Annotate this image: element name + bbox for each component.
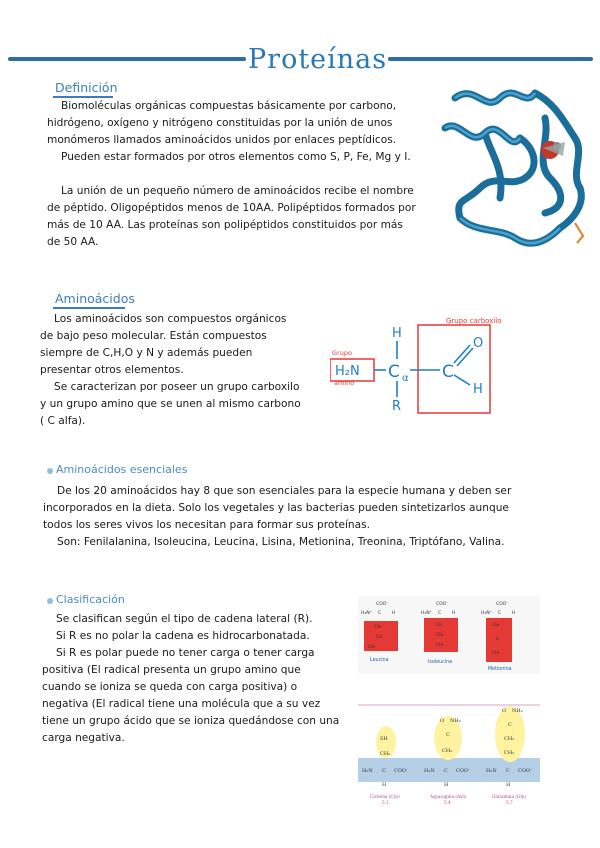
definicion-p2: Pueden estar formados por otros elementos como S, P, Fe, Mg y I. [61, 151, 411, 163]
polar-h2n-1: H₂N [362, 768, 373, 774]
nonpolar-label-3: Metionina [488, 667, 512, 672]
nonpolar-c-1: C [378, 611, 382, 616]
polar-coo-2: COO⁻ [456, 768, 471, 774]
nonpolar-ch-1: CH [376, 634, 382, 639]
polar-h2n-2: H₂N [424, 768, 435, 774]
carbon-carboxyl: C [442, 362, 454, 382]
polar-value-2: 5.4 [444, 800, 451, 805]
label-grupo-carboxilo: Grupo carboxilo [446, 317, 502, 325]
page-title: Proteínas [248, 44, 388, 75]
clasificacion-p3: Si R es polar puede no tener carga o tener carga positiva (El radical presenta un grupo amino que cuando se ioniza se queda con carga positiva) o negativa (El radical tiene una molécula que a su vez tiene un grupo ácido que se ioniza quedándose con una carga negativa. [42, 647, 340, 744]
polar-c-side-2: C [446, 732, 450, 738]
esenciales-text [43, 483, 523, 551]
nonpolar-amino-acids-figure [358, 596, 540, 674]
nonpolar-ch2-2: CH₂ [436, 632, 444, 637]
heading-underline [53, 307, 125, 309]
clasificacion-text [42, 611, 342, 747]
nonpolar-ch3-1: CH₃ [368, 644, 376, 649]
polar-c-2: C [444, 768, 448, 774]
polar-o-3: O [502, 708, 507, 714]
polar-coo-3: COO⁻ [518, 768, 533, 774]
polar-sh: SH [380, 736, 388, 742]
definicion-p3: La unión de un pequeño número de aminoácidos recibe el nombre de péptido. Oligopéptidos menos de 10AA. Polipéptidos formados por más de 10 AA. Las proteínas son polipéptidos constituidos por más de 50 AA. [47, 185, 416, 248]
polar-h-3: H [506, 782, 511, 788]
polar-h-1: H [382, 782, 387, 788]
polar-ch2-2: CH₂ [442, 748, 453, 754]
heading-definicion: Definición [55, 80, 118, 95]
heading-esenciales: Aminoácidos esenciales [56, 463, 188, 476]
polar-c-side-3: C [508, 722, 512, 728]
bullet-dot [47, 468, 53, 474]
title-line-right [388, 57, 593, 61]
polar-label-2: Asparagina (Asn) [430, 794, 467, 799]
nonpolar-coo-3: COO⁻ [496, 602, 509, 607]
bullet-dot [47, 598, 53, 604]
nonpolar-h3n-2: H₃N⁺ [421, 611, 432, 616]
aminoacidos-text [40, 311, 302, 430]
nonpolar-label-2: Isoleucina [428, 660, 453, 665]
polar-amino-acids-figure [358, 700, 540, 816]
polar-ch2-3b: CH₂ [504, 750, 515, 756]
nonpolar-s-3: S [496, 636, 499, 641]
title-line-left [8, 57, 246, 61]
polar-value-1: 5.1 [382, 800, 389, 805]
nonpolar-h3n-1: H₃N⁺ [361, 611, 372, 616]
polar-h2n-3: H₂N [486, 768, 497, 774]
protein-structure-image [425, 78, 595, 258]
nonpolar-c-3: C [498, 611, 502, 616]
polar-label-1: Cisteína (Cys) [370, 794, 400, 799]
polar-o-2: O [440, 718, 445, 724]
carbon-alpha: C [388, 362, 400, 382]
nonpolar-coo-1: COO⁻ [376, 602, 389, 607]
nonpolar-coo-2: COO⁻ [436, 602, 449, 607]
nonpolar-h-3: H [512, 611, 516, 616]
nonpolar-label-1: Leucina [370, 658, 389, 663]
polar-c-3: C [506, 768, 510, 774]
polar-ch2-3a: CH₂ [504, 736, 515, 742]
polar-c-1: C [382, 768, 386, 774]
hydrogen-right: H [473, 382, 483, 397]
polar-label-3: Glutamina (Gln) [492, 794, 527, 799]
alpha-symbol: α [402, 373, 409, 384]
nonpolar-ch2-1: CH₂ [374, 624, 382, 629]
polar-value-3: 5.7 [506, 800, 513, 805]
heading-aminoacidos: Aminoácidos [55, 291, 135, 306]
nonpolar-ch3-3: CH₃ [492, 650, 500, 655]
nonpolar-c-2: C [438, 611, 442, 616]
esenciales-p1: De los 20 aminoácidos hay 8 que son esenciales para la especie humana y deben ser incorporados en la dieta. Solo los vegetales y las bacterias pueden sintetizarlos aunque todos los seres vivos los necesitan para formar sus proteínas. [43, 485, 512, 531]
nonpolar-ch3-2: CH₃ [436, 642, 444, 647]
r-group: R [392, 399, 402, 414]
heading-clasificacion: Clasificación [56, 593, 125, 606]
clasificacion-p1: Se clasifican según el tipo de cadena lateral (R). [56, 613, 313, 625]
aminoacidos-p1: Los aminoácidos son compuestos orgánicos de bajo peso molecular. Están compuestos siempre de C,H,O y N y además pueden presentar otros elementos. [40, 313, 287, 376]
polar-ch2-1: CH₂ [380, 751, 391, 757]
polar-nh2-2: NH₂ [450, 718, 461, 724]
nonpolar-h3n-3: H₃N⁺ [481, 611, 492, 616]
polar-h-2: H [444, 782, 449, 788]
amino-group-text: H₂N [335, 364, 360, 379]
aminoacidos-p2: Se caracterizan por poseer un grupo carboxilo y un grupo amino que se unen al mismo carbono ( C alfa). [40, 381, 301, 427]
definicion-text [47, 98, 417, 251]
amino-acid-diagram [330, 315, 530, 425]
nonpolar-h-1: H [392, 611, 396, 616]
clasificacion-p2: Si R es no polar la cadena es hidrocarbonatada. [56, 630, 310, 642]
esenciales-p2: Son: Fenilalanina, Isoleucina, Leucina, Lisina, Metionina, Treonina, Triptófano, Valina. [57, 536, 505, 548]
polar-nh2-3: NH₂ [512, 708, 523, 714]
label-amino: amino [334, 379, 355, 387]
label-grupo: Grupo [332, 349, 352, 357]
definicion-p1: Biomoléculas orgánicas compuestas básicamente por carbono, hidrógeno, oxígeno y nitrógeno constituidas por la unión de unos monómeros llamados aminoácidos unidos por enlaces peptídicos. [47, 100, 397, 146]
nonpolar-ch-2: CH [436, 622, 442, 627]
hydrogen-top: H [392, 326, 402, 341]
polar-coo-1: COO⁻ [394, 768, 409, 774]
nonpolar-h-2: H [452, 611, 456, 616]
oxygen: O [473, 336, 484, 351]
nonpolar-ch2-3: CH₂ [492, 622, 500, 627]
